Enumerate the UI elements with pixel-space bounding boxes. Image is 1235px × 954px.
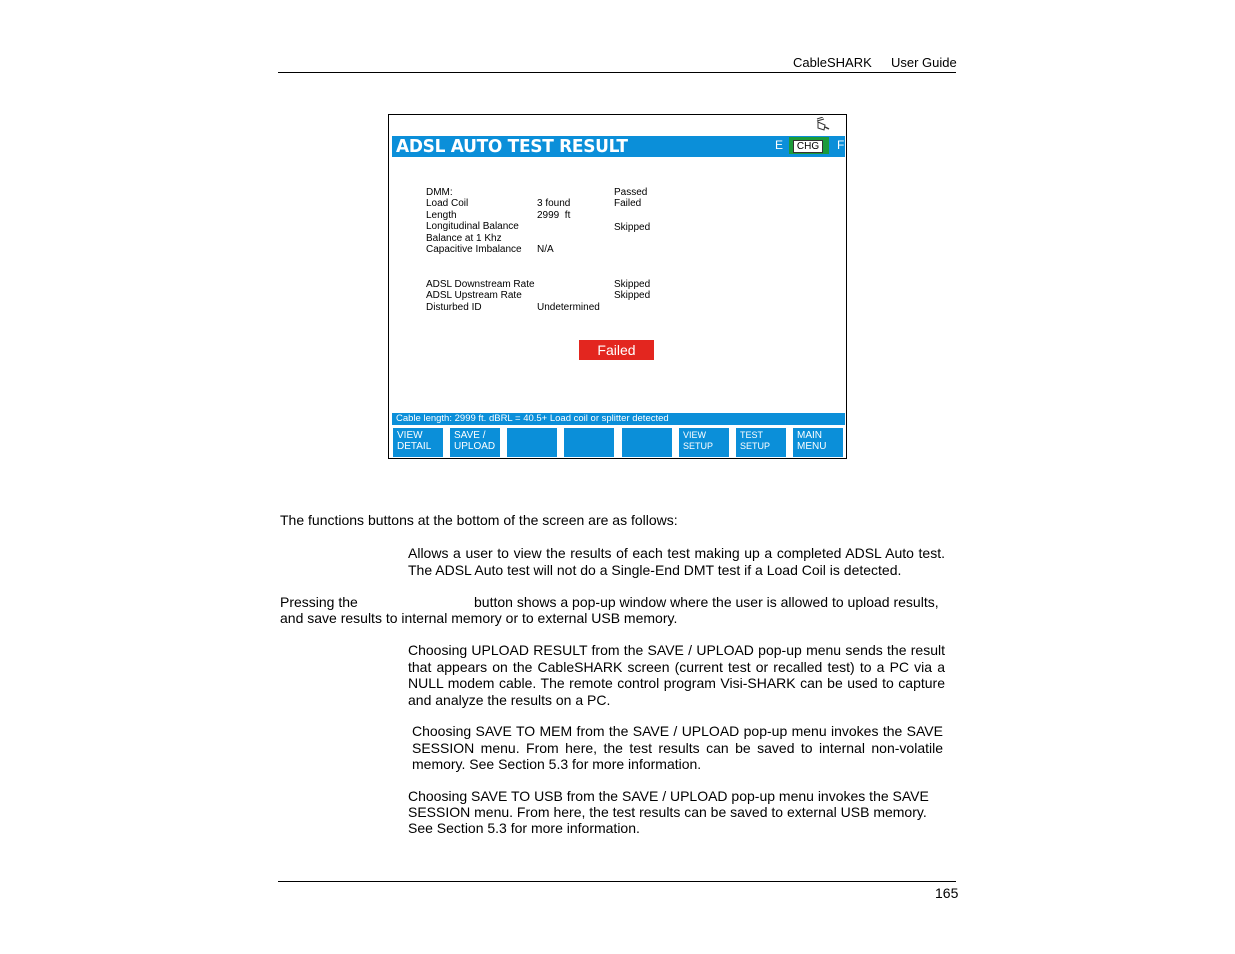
title-bar	[392, 136, 845, 157]
fkey-line1: VIEW	[397, 430, 423, 441]
row-value: N/A	[537, 244, 554, 255]
row-value: 2999 ft	[537, 210, 571, 221]
screen-title: ADSL AUTO TEST RESULT	[396, 136, 628, 158]
blank-function-key-5[interactable]	[622, 428, 672, 457]
row-status: Passed	[614, 187, 648, 198]
row-status: Failed	[614, 198, 642, 209]
row-label: DMM:	[426, 187, 453, 198]
plug-icon	[814, 117, 830, 135]
fkey-line1: MAIN	[797, 430, 822, 441]
header-rule	[278, 72, 956, 73]
fkey-line1: SAVE /	[454, 430, 486, 441]
fkey-line2: SETUP	[740, 441, 771, 451]
blank-function-key-4[interactable]	[564, 428, 614, 457]
device-screen	[388, 114, 847, 459]
save-usb-line-2: SESSION menu. From here, the test results can be saved to external USB memory.	[408, 804, 927, 820]
view-detail-description: Allows a user to view the results of each test making up a completed ADSL Auto test. The ADSL Auto test will not do a Single-End DMT test if a Load Coil is detected.	[408, 545, 945, 578]
save-mem-description: Choosing SAVE TO MEM from the SAVE / UPLOAD pop-up menu invokes the SAVE SESSION menu. From here, the test results can be saved to internal non-volatile memory. See Section 5.3 for more information.	[412, 723, 943, 772]
row-label: Disturbed ID	[426, 302, 482, 313]
row-status: Skipped	[614, 279, 651, 290]
battery-full-label: F	[837, 138, 845, 152]
battery-indicator	[789, 137, 829, 154]
save-upload-button[interactable]	[450, 428, 500, 457]
fkey-line2: MENU	[797, 441, 827, 452]
header-guide: User Guide	[891, 55, 957, 70]
view-detail-button[interactable]	[393, 428, 443, 457]
upload-description: Choosing UPLOAD RESULT from the SAVE / UPLOAD pop-up menu sends the result that appears on the CableSHARK screen (current test or recalled test) to a PC via a NULL modem cable. The remote control program Visi-SHARK can be used to capture and analyze the results on a PC.	[408, 642, 945, 708]
pressing-line-1	[280, 594, 358, 611]
battery-empty-label: E	[775, 138, 784, 152]
row-status: Skipped	[614, 290, 651, 301]
test-setup-button[interactable]	[736, 428, 786, 457]
blank-function-key-3[interactable]	[507, 428, 557, 457]
fkey-line2: SETUP	[683, 441, 714, 451]
fkey-line1: VIEW	[683, 430, 707, 440]
row-label: ADSL Upstream Rate	[426, 290, 522, 301]
pressing-prefix: Pressing the	[280, 594, 358, 610]
row-value: 3 found	[537, 198, 571, 209]
main-menu-button[interactable]	[793, 428, 843, 457]
row-label: Length	[426, 210, 457, 221]
row-value: Undetermined	[537, 302, 600, 313]
row-status: Skipped	[614, 222, 651, 233]
pressing-suffix: button shows a pop-up window where the user is allowed to upload results,	[474, 594, 939, 610]
result-badge: Failed	[579, 340, 654, 360]
fkey-line2: DETAIL	[397, 441, 432, 452]
intro-text: The functions buttons at the bottom of the screen are as follows:	[280, 512, 678, 528]
header-product: CableSHARK	[793, 55, 872, 70]
page-number: 165	[935, 885, 959, 901]
save-usb-line-1: Choosing SAVE TO USB from the SAVE / UPLOAD pop-up menu invokes the SAVE	[408, 788, 929, 804]
pressing-line-2: and save results to internal memory or to external USB memory.	[280, 610, 678, 626]
view-setup-button[interactable]	[679, 428, 729, 457]
row-label: Load Coil	[426, 198, 469, 209]
fkey-line2: UPLOAD	[454, 441, 496, 452]
save-usb-line-3: See Section 5.3 for more information.	[408, 820, 640, 836]
fkey-line1: TEST	[740, 430, 764, 440]
footer-rule	[278, 881, 956, 882]
charge-label: CHG	[793, 140, 823, 153]
status-bar: Cable length: 2999 ft. dBRL = 40.5+ Load coil or splitter detected	[392, 413, 845, 425]
row-label: Capacitive Imbalance	[426, 244, 522, 255]
row-label: ADSL Downstream Rate	[426, 279, 535, 290]
row-label: Balance at 1 Khz	[426, 233, 502, 244]
row-label: Longitudinal Balance	[426, 221, 519, 232]
